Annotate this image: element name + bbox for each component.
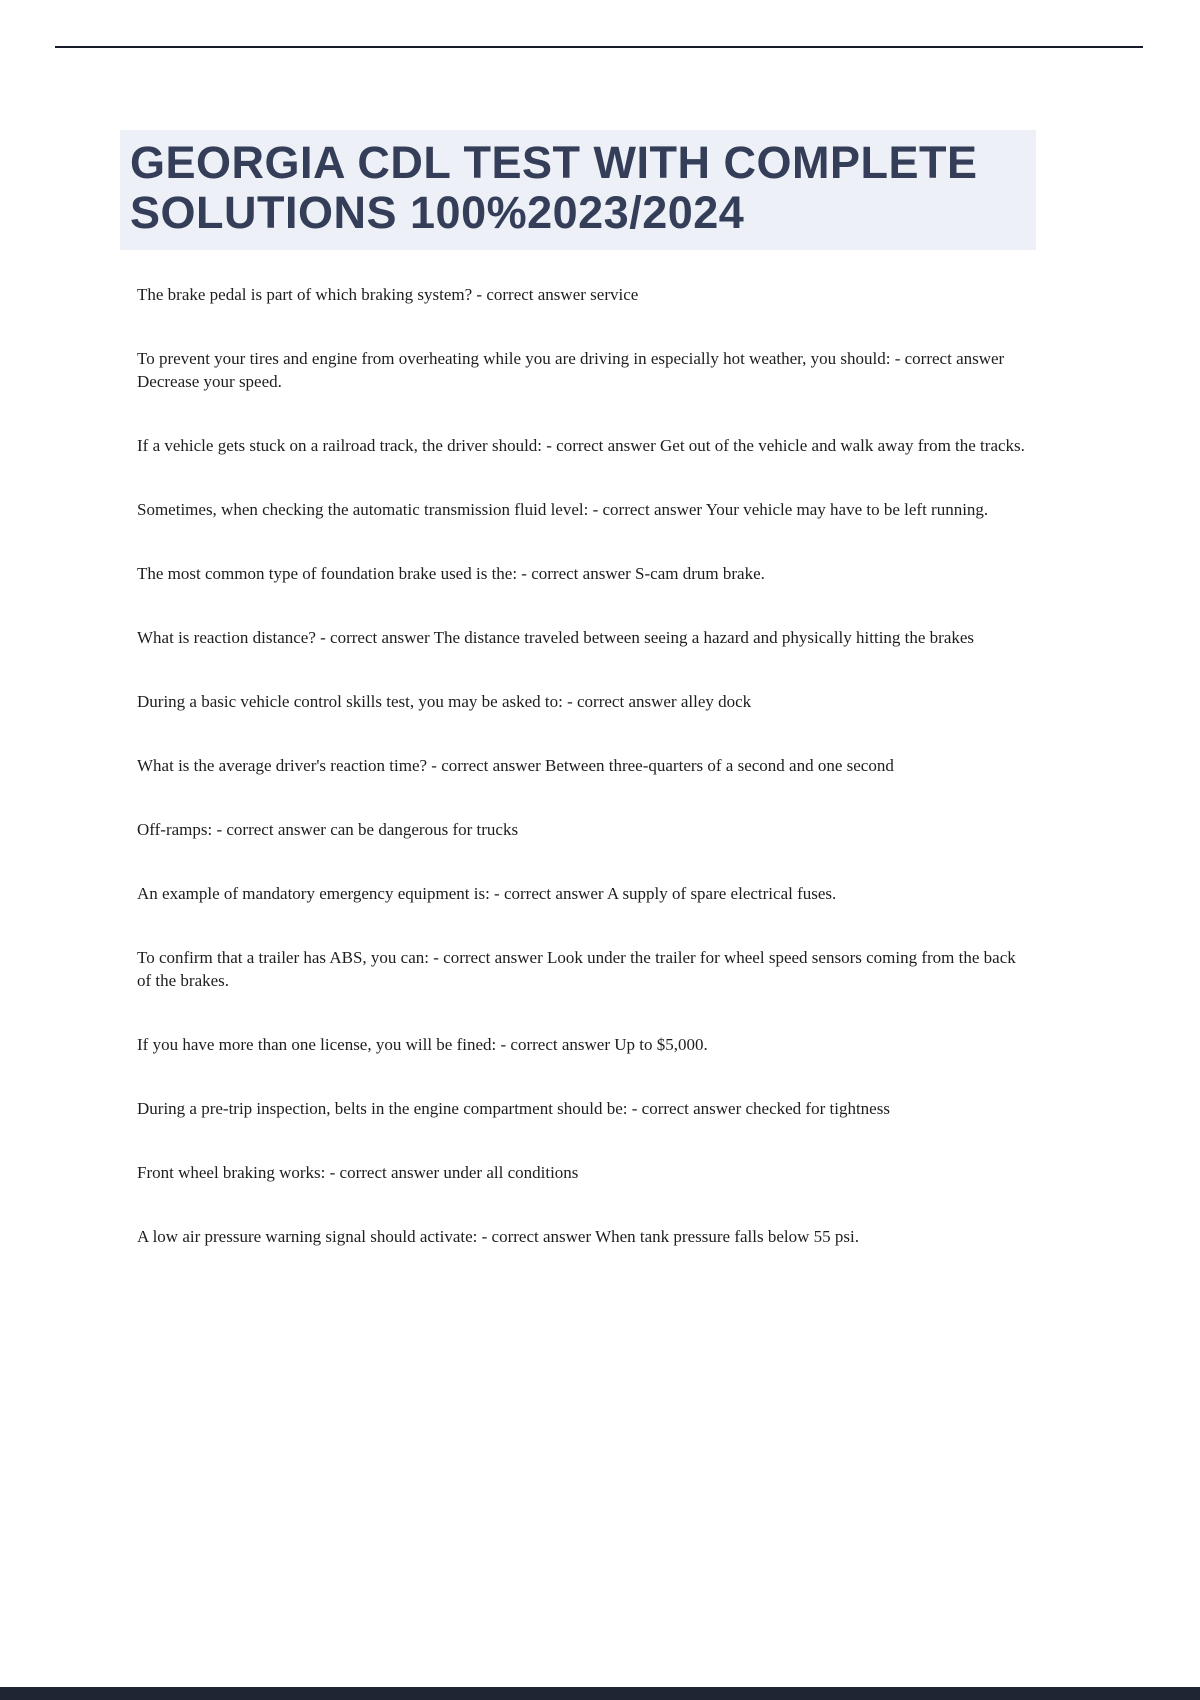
qa-item: Front wheel braking works: - correct answer under all conditions — [137, 1163, 579, 1182]
qa-item: To confirm that a trailer has ABS, you can: - correct answer Look under the trailer for wheel speed sensors coming from the back of the brakes. — [137, 948, 1016, 990]
qa-item: The brake pedal is part of which braking system? - correct answer service — [137, 285, 639, 304]
qa-item: To prevent your tires and engine from overheating while you are driving in especially hot weather, you should: - correct answer Decrease your speed. — [137, 349, 1005, 391]
qa-list — [137, 283, 1030, 1289]
qa-item: If you have more than one license, you will be fined: - correct answer Up to $5,000. — [137, 1035, 708, 1054]
bottom-bar — [0, 1687, 1200, 1700]
qa-item: What is the average driver's reaction time? - correct answer Between three-quarters of a second and one second — [137, 756, 894, 775]
qa-item: During a basic vehicle control skills test, you may be asked to: - correct answer alley dock — [137, 692, 752, 711]
qa-item: During a pre-trip inspection, belts in the engine compartment should be: - correct answer checked for tightness — [137, 1099, 890, 1118]
qa-item: Sometimes, when checking the automatic transmission fluid level: - correct answer Your vehicle may have to be left running. — [137, 500, 989, 519]
qa-item: An example of mandatory emergency equipment is: - correct answer A supply of spare electrical fuses. — [137, 884, 837, 903]
qa-item: A low air pressure warning signal should activate: - correct answer When tank pressure falls below 55 psi. — [137, 1227, 859, 1246]
qa-item: The most common type of foundation brake used is the: - correct answer S-cam drum brake. — [137, 564, 765, 583]
top-rule — [55, 46, 1143, 48]
qa-item: What is reaction distance? - correct answer The distance traveled between seeing a hazard and physically hitting the brakes — [137, 628, 975, 647]
qa-item: Off-ramps: - correct answer can be dangerous for trucks — [137, 820, 519, 839]
page-title: GEORGIA CDL TEST WITH COMPLETE SOLUTIONS 100%2023/2024 — [120, 130, 1036, 250]
qa-item: If a vehicle gets stuck on a railroad track, the driver should: - correct answer Get out of the vehicle and walk away from the tracks. — [137, 436, 1025, 455]
